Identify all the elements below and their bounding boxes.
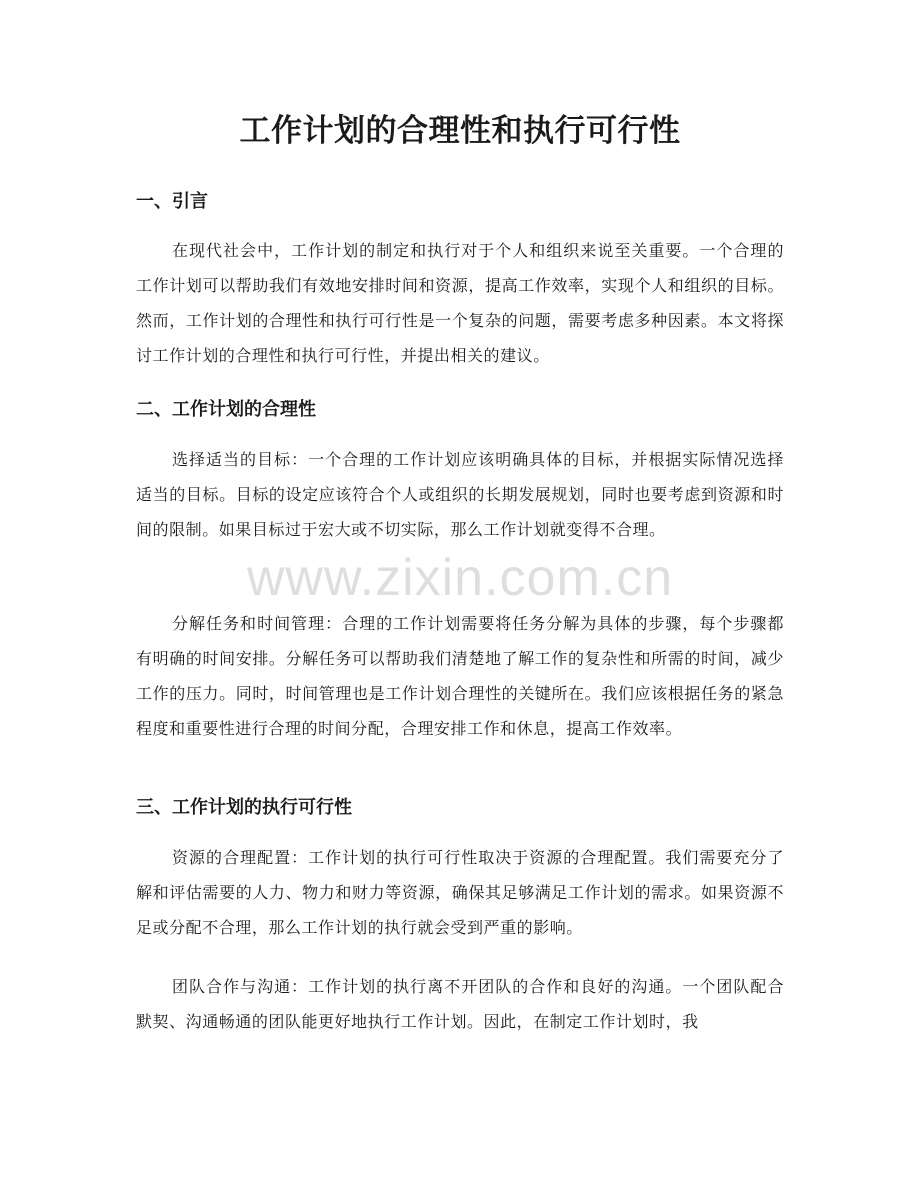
- paragraph-resource-allocation: 资源的合理配置：工作计划的执行可行性取决于资源的合理配置。我们需要充分了解和评估需要的人力、物力和财力等资源，确保其足够满足工作计划的需求。如果资源不足或分配不合理，那么工作计划的执行就会受到严重的影响。: [136, 848, 784, 937]
- section-heading-introduction: 一、引言: [136, 191, 208, 212]
- document-title: 工作计划的合理性和执行可行性: [239, 113, 681, 149]
- paragraph-task-decomposition: 分解任务和时间管理：合理的工作计划需要将任务分解为具体的步骤，每个步骤都有明确的时间安排。分解任务可以帮助我们清楚地了解工作的复杂性和所需的时间，减少工作的压力。同时，时间管理也是工作计划合理性的关键所在。我们应该根据任务的紧急程度和重要性进行合理的时间分配，合理安排工作和休息，提高工作效率。: [136, 614, 784, 738]
- paragraph-teamwork: 团队合作与沟通：工作计划的执行离不开团队的合作和良好的沟通。一个团队配合默契、沟通畅通的团队能更好地执行工作计划。因此，在制定工作计划时，我: [136, 977, 784, 1031]
- paragraph-choose-goals: 选择适当的目标：一个合理的工作计划应该明确具体的目标，并根据实际情况选择适当的目标。目标的设定应该符合个人或组织的长期发展规划，同时也要考虑到资源和时间的限制。如果目标过于宏大或不切实际，那么工作计划就变得不合理。: [136, 450, 784, 539]
- paragraph-introduction: 在现代社会中，工作计划的制定和执行对于个人和组织来说至关重要。一个合理的工作计划可以帮助我们有效地安排时间和资源，提高工作效率，实现个人和组织的目标。然而，工作计划的合理性和执行可行性是一个复杂的问题，需要考虑多种因素。本文将探讨工作计划的合理性和执行可行性，并提出相关的建议。: [136, 241, 784, 365]
- watermark: www.zixin.com.cn: [246, 549, 674, 607]
- section-heading-feasibility: 三、工作计划的执行可行性: [136, 797, 352, 818]
- section-heading-rationality: 二、工作计划的合理性: [136, 399, 316, 420]
